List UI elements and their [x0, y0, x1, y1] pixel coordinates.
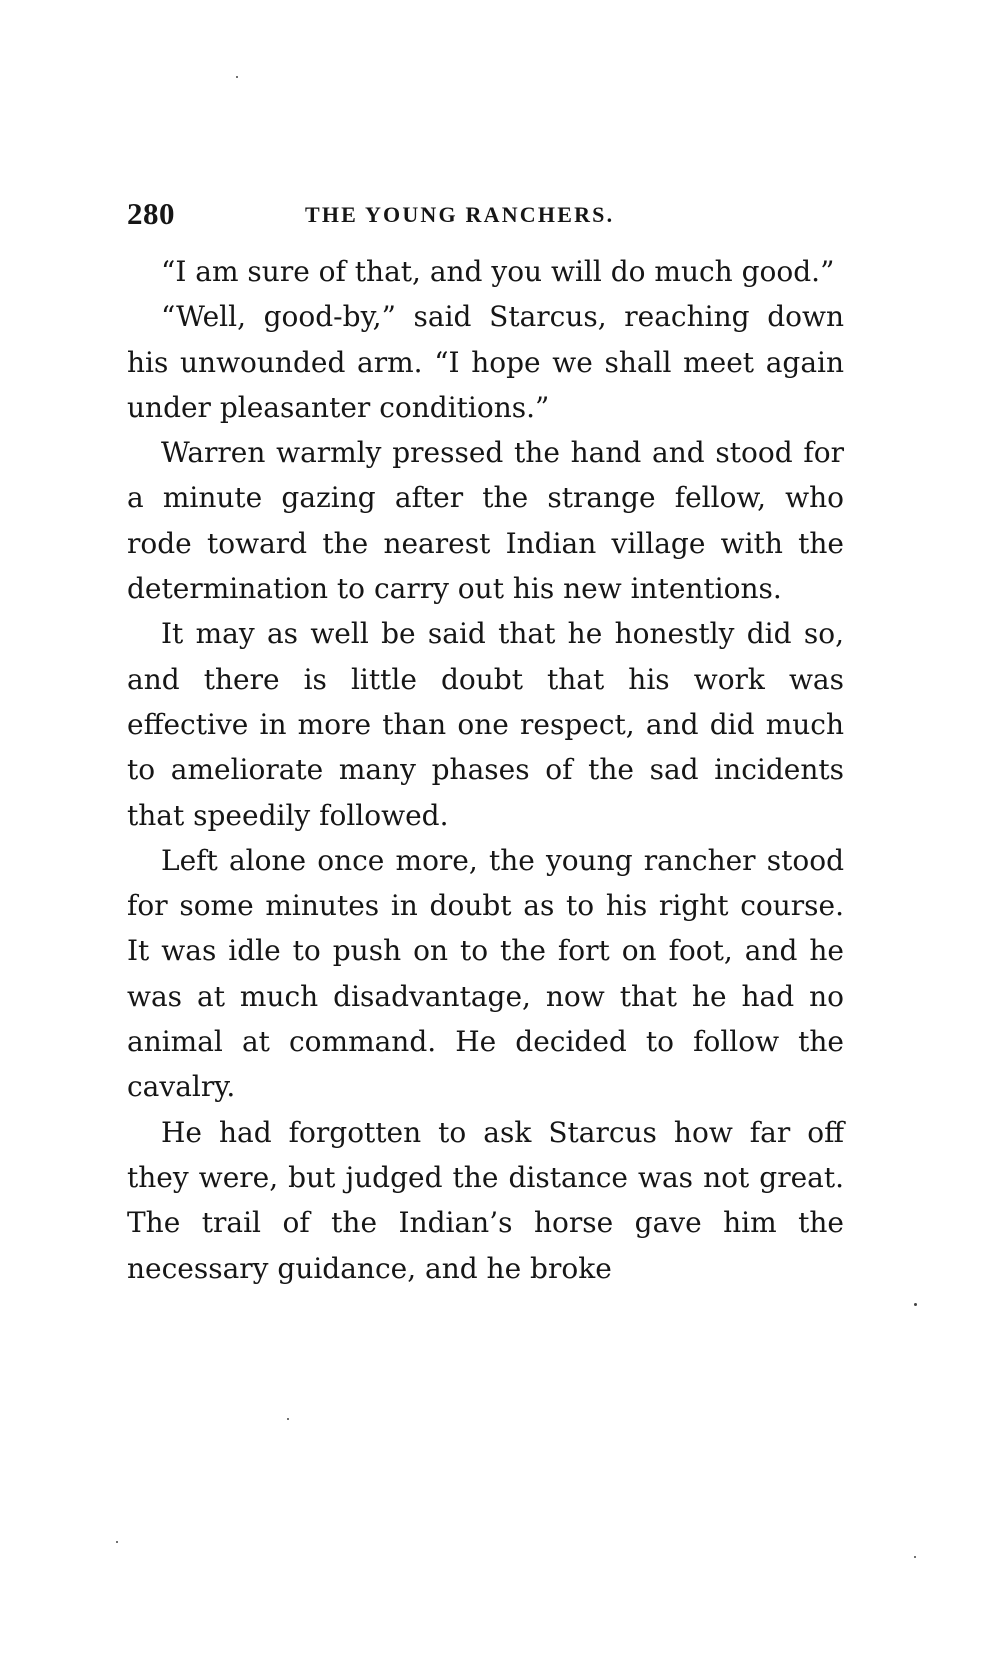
- paragraph: “Well, good-by,” said Starcus, reaching down his unwounded arm. “I hope we shall meet again under pleasanter conditions.”: [127, 300, 844, 424]
- paragraph: Left alone once more, the young rancher stood for some minutes in doubt as to his right course. It was idle to push on to the fort on foot, and he was at much disadvantage, now that he had no animal at command. He decided to follow the cavalry.: [127, 843, 844, 1104]
- scan-speck: [236, 76, 238, 78]
- paragraph: Warren warmly pressed the hand and stood for a minute gazing after the strange fellow, who rode toward the nearest Indian village with the determination to carry out his new intentions.: [127, 436, 844, 606]
- paragraph: “I am sure of that, and you will do much good.”: [161, 255, 835, 288]
- paragraph: He had forgotten to ask Starcus how far off they were, but judged the distance was not great. The trail of the Indian’s horse gave him the necessary guidance, and he broke: [127, 1115, 844, 1285]
- body-text: [127, 249, 844, 1291]
- running-title: THE YOUNG RANCHERS.: [305, 202, 615, 227]
- page-header: [127, 196, 844, 236]
- scan-speck: [914, 1303, 917, 1306]
- paragraph: It may as well be said that he honestly did so, and there is little doubt that his work was effective in more than one respect, and did much to ameliorate many phases of the sad incidents that speedily followed.: [127, 617, 844, 832]
- scan-speck: [914, 1556, 916, 1558]
- scan-speck: [287, 1418, 289, 1420]
- scan-speck: [116, 1541, 118, 1543]
- page-number: 280: [127, 196, 175, 231]
